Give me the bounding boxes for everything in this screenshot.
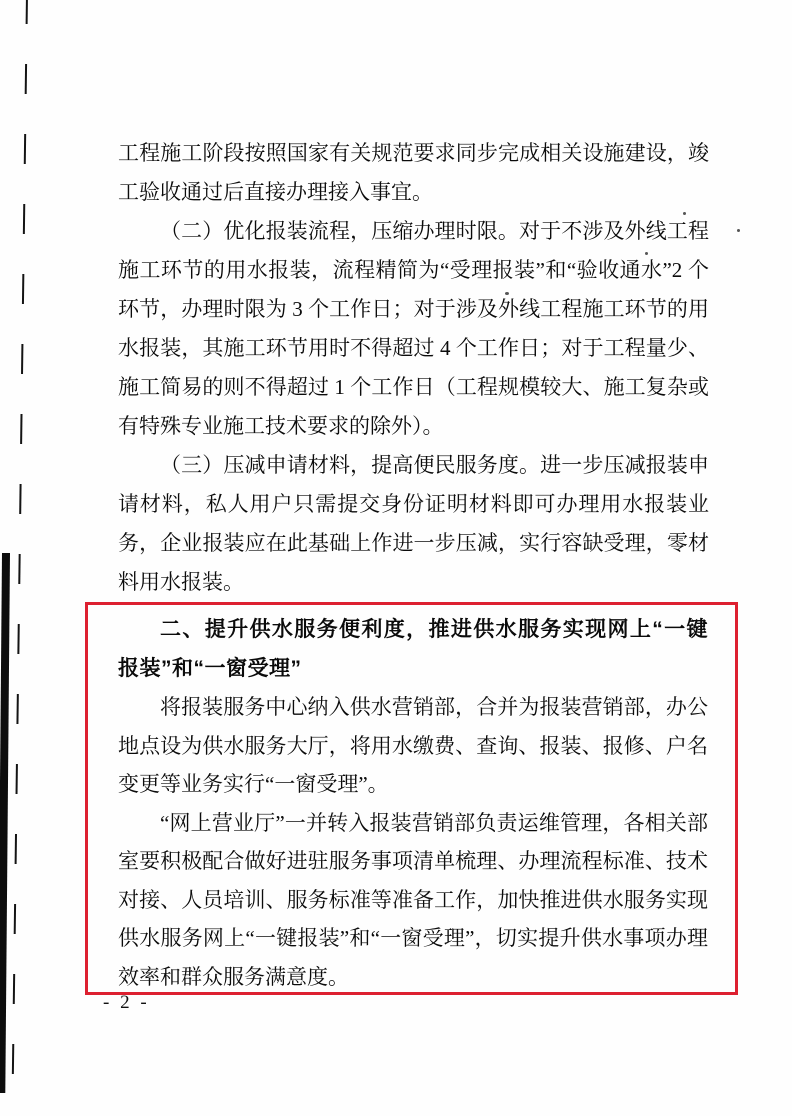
highlight-box <box>85 602 738 995</box>
section-paragraph-1: 将报装服务中心纳入供水营销部，合并为报装营销部，办公地点设为供水服务大厅，将用水缴费、查询、报装、报修、户名变更等业务实行“一窗受理”。 <box>118 695 708 796</box>
scan-fold-dashed-line <box>11 0 28 1104</box>
section-heading: 二、提升供水服务便利度，推进供水服务实现网上“一键报装”和“一窗受理” <box>118 618 708 680</box>
section-paragraph-2: “网上营业厅”一并转入报装营销部负责运维管理，各相关部室要积极配合做好进驻服务事项清单梳理、办理流程标准、技术对接、人员培训、服务标准等准备工作，加快推进供水服务实现供水服务网上“一键报装”和“一窗受理”，切实提升供水事项办理效率和群众服务满意度。 <box>118 810 708 989</box>
paragraph-item-2: （二）优化报装流程，压缩办理时限。对于不涉及外线工程施工环节的用水报装，流程精简为“受理报装”和“验收通水”2 个环节，办理时限为 3 个工作日；对于涉及外线工程施工环节的用水报装，其施工环节用时不得超过 4 个工作日；对于工程量少、施工简易的则不得超过 1 个工作日（工程规模较大、施工复杂或有特殊专业施工技术要求的除外）。 <box>118 219 709 438</box>
scan-noise-speck <box>737 229 740 232</box>
page-number: - 2 - <box>103 992 150 1013</box>
page-body <box>118 134 709 602</box>
paragraph-continuation: 工程施工阶段按照国家有关规范要求同步完成相关设施建设，竣工验收通过后直接办理接入事宜。 <box>118 141 709 204</box>
scan-edge-black-line <box>0 553 10 1093</box>
paragraph-item-3: （三）压减申请材料，提高便民服务度。进一步压减报装申请材料，私人用户只需提交身份证明材料即可办理用水报装业务，企业报装应在此基础上作进一步压减，实行容缺受理，零材料用水报装。 <box>118 453 709 594</box>
